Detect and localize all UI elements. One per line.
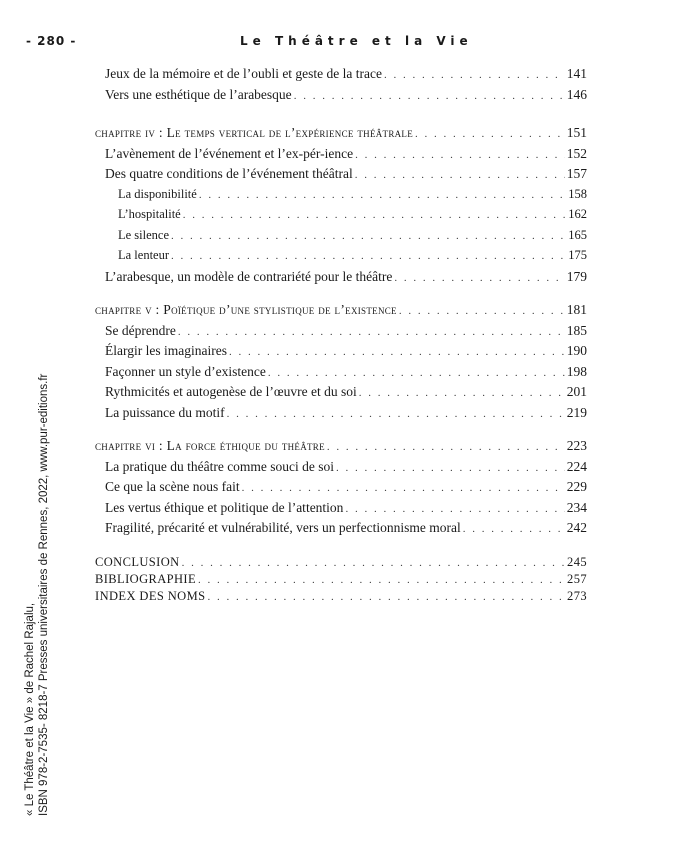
- toc-entry-page: 219: [566, 404, 587, 420]
- toc-entry-page: 234: [566, 499, 587, 515]
- dot-leader: [294, 90, 565, 102]
- dot-leader: [268, 367, 565, 379]
- toc-chapter-5: [95, 302, 587, 323]
- back-matter-page: 273: [567, 588, 587, 603]
- dot-leader: [399, 305, 565, 317]
- dot-leader: [359, 387, 565, 399]
- toc-entry-page: 152: [566, 145, 587, 161]
- toc-entry-label: Élargir les imaginaires: [105, 343, 227, 358]
- toc-entry: [105, 323, 587, 344]
- copyright-sidebar: [24, 373, 74, 816]
- toc-back-matter: [95, 589, 587, 606]
- toc-subentry: [118, 228, 587, 249]
- toc-entry-page: 201: [566, 384, 587, 399]
- toc-entry-label: Les vertus éthique et politique de l’attention: [105, 499, 344, 515]
- toc-entry: [105, 146, 587, 167]
- dot-leader: [355, 149, 565, 161]
- back-matter-label: CONCLUSION: [95, 554, 180, 569]
- dot-leader: [198, 574, 565, 586]
- copyright-text: [23, 374, 51, 816]
- toc-subentry: [118, 187, 587, 208]
- toc-entry: [105, 405, 587, 426]
- toc-entry-page: 242: [566, 520, 587, 535]
- toc-entry-page: 190: [566, 343, 587, 358]
- running-title: Le Théâtre et la Vie: [240, 34, 473, 48]
- toc-subentry-label: L’hospitalité: [118, 207, 181, 221]
- toc-back-matter: [95, 555, 587, 572]
- chapter-title: chapitre iv : Le temps vertical de l’expérience théâtrale: [95, 125, 414, 140]
- toc-entry: [105, 343, 587, 364]
- toc-entry-page: 229: [566, 479, 587, 494]
- back-matter-page: 245: [567, 554, 587, 569]
- toc-entry: [105, 384, 587, 405]
- toc-entry-page: 198: [566, 363, 587, 379]
- toc-entry: [105, 87, 587, 108]
- toc-entry-label: La pratique du théâtre comme souci de soi: [105, 458, 335, 474]
- toc-entry-page: 141: [566, 66, 587, 81]
- chapter-page: 151: [566, 125, 587, 140]
- back-matter-label: BIBLIOGRAPHIE: [95, 571, 197, 586]
- toc-entry: [105, 269, 587, 290]
- toc-subentry-page: 175: [568, 248, 587, 262]
- toc-subentry-page: 165: [568, 227, 587, 242]
- dot-leader: [182, 557, 565, 569]
- copyright-line-2: ISBN 978-2-7535- 8218-7 Presses universitaires de Rennes, 2022, www.pur-editions.fr: [38, 373, 50, 816]
- toc-entry-page: 146: [566, 86, 587, 102]
- dot-leader: [415, 128, 565, 140]
- toc-entry-page: 179: [566, 268, 587, 284]
- chapter-page: 181: [566, 302, 587, 317]
- toc-entry: [105, 364, 587, 385]
- toc-subentry-page: 162: [568, 207, 587, 221]
- dot-leader: [242, 482, 565, 494]
- toc-entry-label: Jeux de la mémoire et de l’oubli et geste de la trace: [105, 66, 383, 81]
- dot-leader: [171, 230, 565, 242]
- chapter-title: chapitre v : Poïétique d’une stylistique de l’existence: [95, 302, 397, 317]
- back-matter-label: INDEX DES NOMS: [95, 588, 206, 603]
- dot-leader: [384, 69, 565, 81]
- chapter-page: 223: [566, 438, 587, 453]
- toc-entry-label: Façonner un style d’existence: [105, 363, 266, 379]
- toc-subentry: [118, 248, 587, 269]
- toc-entry-label: La puissance du motif: [105, 404, 225, 420]
- dot-leader: [345, 503, 564, 515]
- toc-entry: [105, 520, 587, 541]
- toc-chapter-6: [95, 438, 587, 459]
- toc-entry: [105, 500, 587, 521]
- toc-subentry-page: 158: [568, 186, 587, 201]
- toc-subentry-label: Le silence: [118, 227, 170, 242]
- toc-entry-label: Fragilité, précarité et vulnérabilité, vers un perfectionnisme moral: [105, 520, 461, 535]
- copyright-line-1: « Le Théâtre et la Vie » de Rachel Rajalu,: [24, 602, 36, 816]
- dot-leader: [355, 169, 565, 181]
- toc-entry-page: 157: [566, 166, 587, 181]
- toc-entry: [105, 166, 587, 187]
- running-head: [0, 34, 700, 54]
- dot-leader: [207, 591, 565, 603]
- dot-leader: [178, 326, 565, 338]
- toc-entry-label: Rythmicités et autogenèse de l’œuvre et du soi: [105, 384, 357, 399]
- toc-entry: [105, 66, 587, 87]
- toc-entry-label: Ce que la scène nous fait: [105, 479, 240, 494]
- toc-entry-label: Se déprendre: [105, 322, 176, 338]
- dot-leader: [183, 209, 565, 221]
- toc-entry-page: 185: [566, 322, 587, 338]
- dot-leader: [171, 250, 565, 262]
- toc-entry-page: 224: [566, 458, 587, 474]
- dot-leader: [327, 441, 565, 453]
- dot-leader: [199, 189, 565, 201]
- toc-subentry: [118, 207, 587, 228]
- dot-leader: [336, 462, 565, 474]
- toc-subentry-label: La disponibilité: [118, 186, 197, 201]
- toc-chapter-4: [95, 125, 587, 146]
- toc-entry: [105, 459, 587, 480]
- toc-entry-label: L’arabesque, un modèle de contrariété pour le théâtre: [105, 268, 393, 284]
- toc-back-matter: [95, 572, 587, 589]
- toc-subentry-label: La lenteur: [118, 248, 170, 262]
- toc-entry-label: Vers une esthétique de l’arabesque: [105, 86, 292, 102]
- toc-entry-label: L’avènement de l’événement et l’ex-pér-ience: [105, 145, 354, 161]
- dot-leader: [229, 346, 565, 358]
- dot-leader: [463, 523, 565, 535]
- page-number: - 280 -: [26, 34, 77, 48]
- dot-leader: [394, 272, 564, 284]
- table-of-contents: [95, 66, 587, 606]
- toc-entry-label: Des quatre conditions de l’événement théâtral: [105, 166, 353, 181]
- back-matter-page: 257: [567, 571, 587, 586]
- chapter-title: chapitre vi : La force éthique du théâtre: [95, 438, 325, 453]
- toc-entry: [105, 479, 587, 500]
- dot-leader: [227, 408, 565, 420]
